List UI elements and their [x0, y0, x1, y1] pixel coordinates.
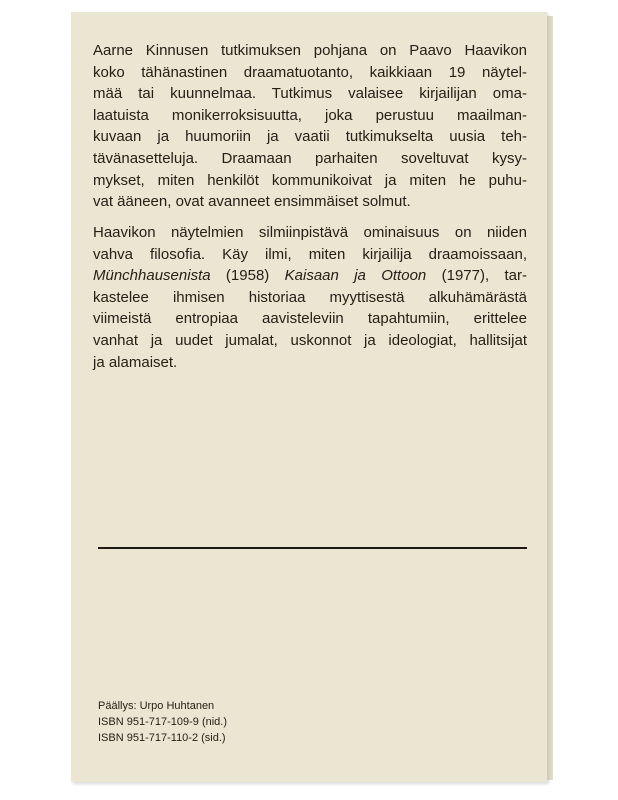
text-line: tävänasetteluja. Draamaan parhaiten soveltuvat kysy- — [93, 149, 527, 167]
text-line: vanhat ja uudet jumalat, uskonnot ja ideologiat, hallitsijat — [93, 331, 527, 349]
text-line: Aarne Kinnusen tutkimuksen pohjana on Paavo Haavikon — [93, 42, 527, 59]
text-line: ja alamaiset. — [93, 353, 178, 371]
description-paragraph-1 — [93, 40, 527, 213]
work-year: (1977), tar- — [426, 267, 527, 285]
text-line: Haavikon näytelmien silmiinpistävä ominaisuus on niiden — [93, 224, 527, 241]
work-title: Münchhausenista — [93, 267, 211, 285]
page-edge-shadow — [547, 16, 553, 780]
text-line: kuvaan ja huumoriin ja vaatii tutkimukselta uusia teh- — [93, 128, 527, 146]
isbn-paperback: ISBN 951-717-109-9 (nid.) — [98, 716, 228, 728]
work-title: Kaisaan ja Ottoon — [284, 267, 427, 285]
text-line: koko tähänastinen draamatuotanto, kaikkiaan 19 näytel- — [93, 63, 527, 81]
text-line: vat ääneen, ovat avanneet ensimmäiset solmut. — [93, 193, 411, 211]
book-back-cover — [71, 12, 547, 782]
text-line: mykset, miten henkilöt kommunikoivat ja miten he puhu- — [93, 171, 527, 189]
text-line: viimeistä entropiaa aavisteleviin tapahtumiin, erittelee — [93, 310, 527, 328]
text-line: kastelee ihmisen historiaa myyttisestä alkuhämärästä — [93, 288, 527, 306]
isbn-hardcover: ISBN 951-717-110-2 (sid.) — [98, 732, 226, 744]
text-line: vahva filosofia. Käy ilmi, miten kirjailija draamoissaan, — [93, 245, 527, 263]
description-paragraph-2 — [93, 222, 527, 373]
text-line: laatuista monikerroksisuutta, joka perustuu maailman- — [93, 106, 527, 124]
text-line-with-titles — [93, 265, 527, 287]
work-year: (1958) — [210, 267, 285, 285]
cover-designer-credit: Päällys: Urpo Huhtanen — [98, 700, 215, 712]
text-line: mää tai kuunnelmaa. Tutkimus valaisee kirjailijan oma- — [93, 85, 527, 103]
colophon — [98, 698, 227, 746]
horizontal-rule — [98, 547, 527, 549]
